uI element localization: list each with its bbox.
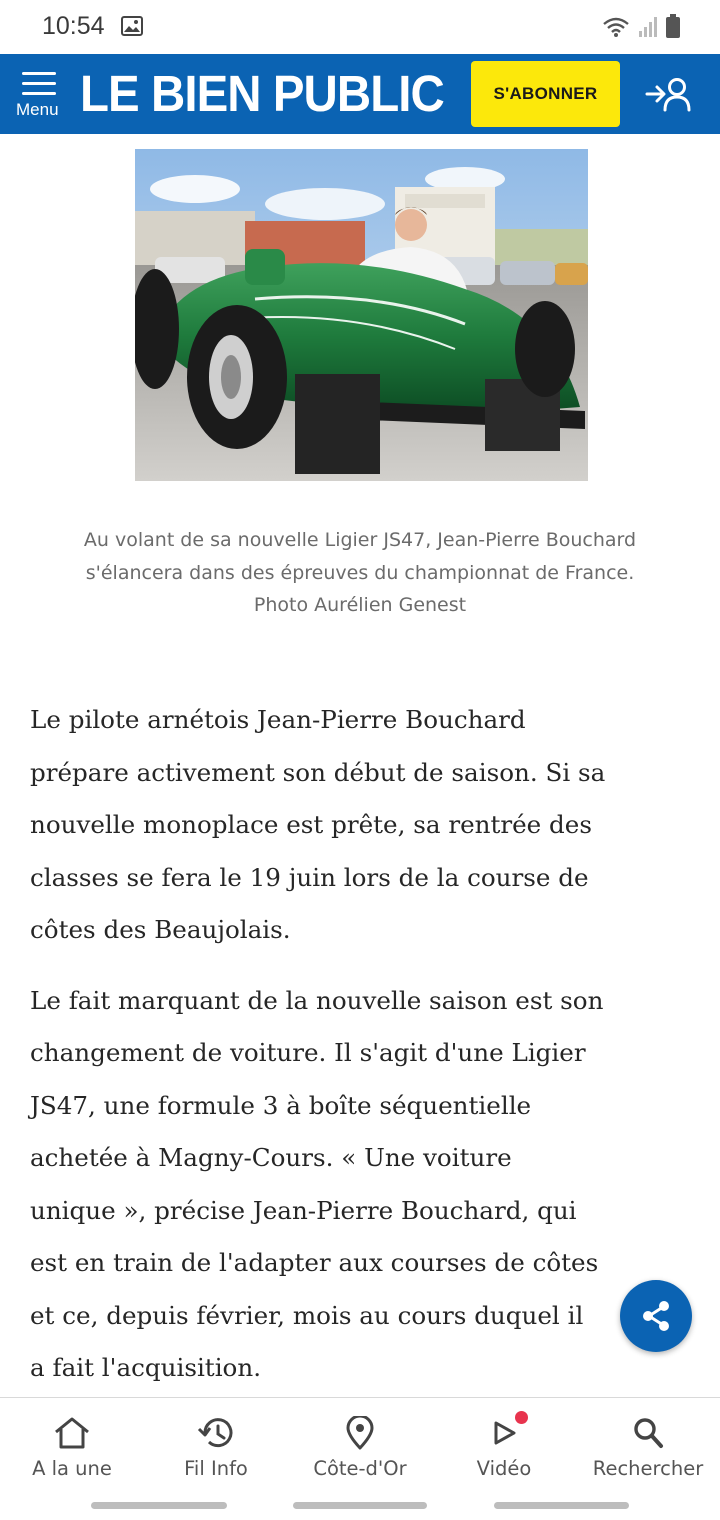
menu-label: Menu	[16, 100, 59, 119]
nav-label: Rechercher	[592, 1457, 704, 1480]
nav-item-a-la-une[interactable]	[0, 1416, 144, 1486]
nav-item-fil-info[interactable]	[144, 1416, 288, 1486]
article-paragraph	[30, 694, 700, 957]
site-logo[interactable]: LE BIEN PUBLIC	[80, 65, 444, 122]
signal-icon	[638, 16, 658, 42]
status-bar	[0, 0, 720, 54]
text-line: est en train de l'adapter aux courses de côtes	[30, 1248, 599, 1277]
text-line: a fait l'acquisition.	[30, 1353, 262, 1382]
nav-label: Fil Info	[184, 1457, 248, 1480]
text-line: et ce, depuis février, mois au cours duquel il	[30, 1300, 584, 1330]
location-pin-icon	[340, 1416, 380, 1450]
text-line: JS47, une formule 3 à boîte séquentielle	[30, 1090, 532, 1120]
nav-label: Vidéo	[476, 1457, 532, 1480]
system-home-bar[interactable]	[293, 1502, 427, 1509]
race-car-photo	[135, 149, 588, 481]
share-icon	[638, 1298, 674, 1334]
hamburger-icon	[22, 72, 56, 102]
photo-caption	[20, 524, 700, 622]
text-line: achetée à Magny-Cours. « Une voiture	[30, 1143, 512, 1172]
share-button[interactable]	[620, 1280, 692, 1352]
wifi-icon	[602, 16, 630, 42]
login-user-icon	[644, 74, 692, 114]
system-recents-bar[interactable]	[91, 1502, 227, 1509]
text-line: nouvelle monoplace est prête, sa rentrée des	[30, 810, 592, 839]
nav-item-rechercher[interactable]	[576, 1416, 720, 1486]
home-icon	[52, 1416, 92, 1450]
text-line: côtes des Beaujolais.	[30, 915, 291, 944]
text-line: changement de voiture. Il s'agit d'une Ligier	[30, 1038, 586, 1067]
history-icon	[196, 1416, 236, 1450]
app-header	[0, 54, 720, 134]
search-icon	[628, 1416, 668, 1450]
battery-icon	[666, 14, 680, 42]
text-line: Le pilote arnétois Jean-Pierre Bouchard	[30, 705, 526, 734]
login-button[interactable]	[644, 74, 692, 114]
system-back-bar[interactable]	[494, 1502, 629, 1509]
subscribe-button[interactable]: S'ABONNER	[471, 61, 620, 127]
nav-item-video[interactable]	[432, 1416, 576, 1486]
photo-credit: Photo Aurélien Genest	[253, 594, 467, 616]
text-line: prépare activement son début de saison. Si sa	[30, 757, 606, 787]
status-icons	[602, 14, 680, 42]
caption-line: Au volant de sa nouvelle Ligier JS47, Jean-Pierre Bouchard	[83, 529, 637, 551]
nav-item-cote-dor[interactable]	[288, 1416, 432, 1486]
article-photo[interactable]	[135, 149, 588, 481]
video-notification-dot	[515, 1411, 528, 1424]
article-paragraph	[30, 975, 700, 1395]
bottom-navigation	[0, 1397, 720, 1520]
nav-label: Côte-d'Or	[313, 1457, 407, 1480]
gallery-notification-icon	[121, 16, 143, 40]
text-line: classes se fera le 19 juin lors de la course de	[30, 862, 589, 892]
caption-line: s'élancera dans des épreuves du championnat de France.	[85, 561, 635, 584]
status-time: 10:54	[42, 12, 105, 40]
text-line: Le fait marquant de la nouvelle saison est son	[30, 985, 604, 1015]
article-body	[30, 694, 700, 1413]
text-line: unique », précise Jean-Pierre Bouchard, qui	[30, 1195, 577, 1225]
nav-label: A la une	[32, 1457, 112, 1480]
menu-button[interactable]	[16, 70, 68, 122]
